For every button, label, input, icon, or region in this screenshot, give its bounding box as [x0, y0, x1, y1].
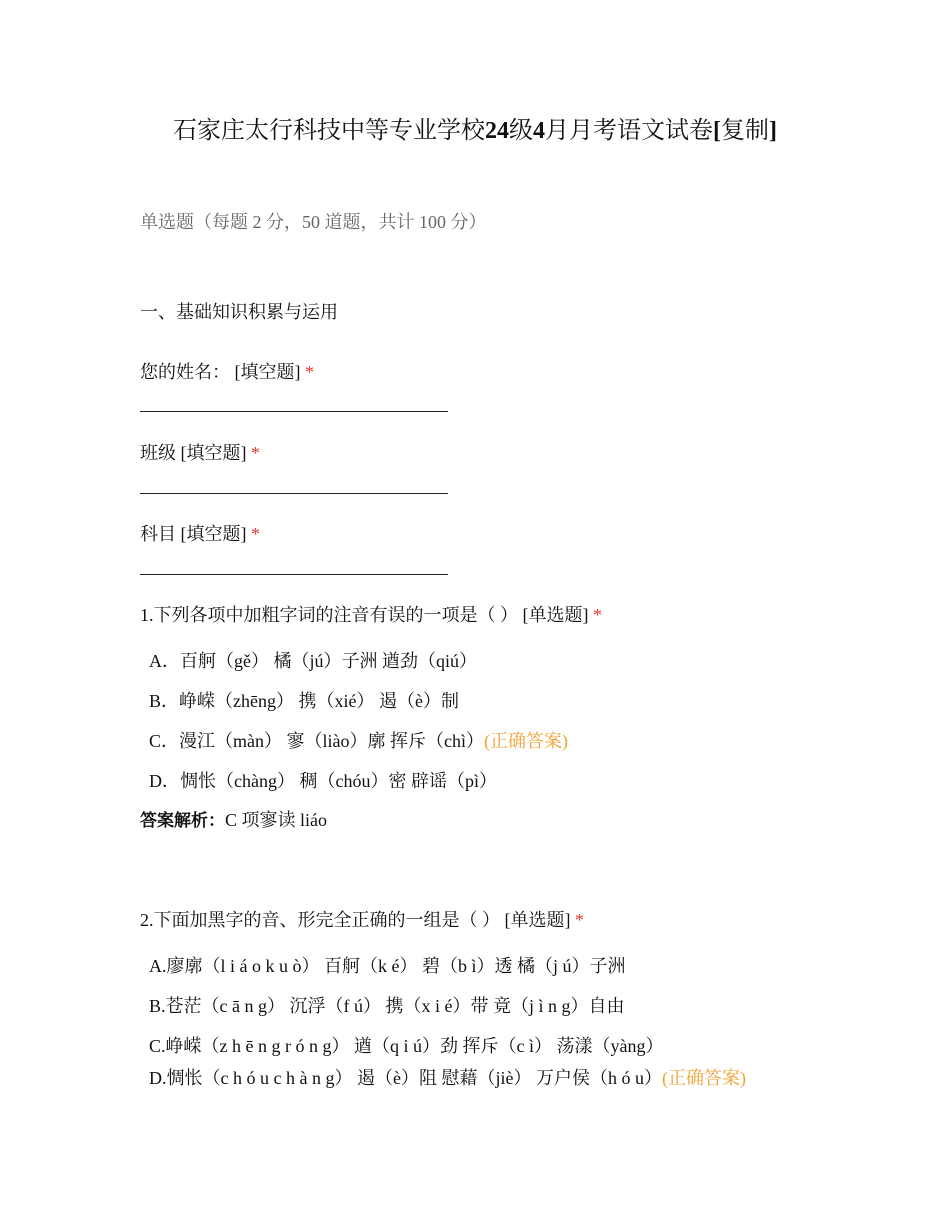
name-input-line[interactable] [140, 411, 448, 412]
analysis-label: 答案解析： [140, 811, 225, 831]
page-title [0, 110, 950, 145]
required-mark: * [251, 443, 260, 463]
section-type: 单选题（每题 2 分，50 道题，共计 100 分） [140, 212, 487, 232]
required-mark: * [575, 910, 584, 930]
class-field-label [140, 439, 260, 465]
title-grade-label: 级 [509, 118, 533, 144]
subject-input-line[interactable] [140, 574, 448, 575]
question-2-text: 2.下面加黑字的音、形完全正确的一组是（ ） [单选题] [140, 910, 571, 930]
q1-option-a[interactable]: A．百舸（gě） 橘（jú）子洲 遒劲（qiú） [149, 651, 477, 671]
q1-option-b[interactable]: B．峥嵘（zhēng） 携（xié） 遏（è）制 [149, 691, 459, 711]
q2-option-d[interactable]: D.惆怅（c h ó u c h à n g） 遏（è）阻 慰藉（jiè） 万户侯（h ó u）(正确答案) [149, 1068, 746, 1088]
question-2 [140, 906, 584, 932]
title-exam-name: 月月考语文试卷 [545, 118, 713, 144]
class-input-line[interactable] [140, 493, 448, 494]
required-mark: * [305, 362, 314, 382]
name-field-label [140, 358, 314, 384]
q2-option-b[interactable]: B.苍茫（c ā n g） 沉浮（f ú） 携（x i é）带 竟（j ì n g）自由 [149, 996, 625, 1016]
title-bracket-close: ] [769, 118, 777, 144]
q1-option-c[interactable]: C．漫江（màn） 寥（liào）廓 挥斥（chì）(正确答案) [149, 731, 568, 751]
q1-analysis [140, 806, 327, 832]
title-month-number: 4 [533, 118, 545, 144]
correct-answer-tag: (正确答案) [661, 1068, 746, 1088]
title-copy: 复制 [721, 118, 769, 144]
title-grade-number: 24 [485, 118, 509, 144]
question-1 [140, 601, 602, 627]
q1-option-d[interactable]: D．惆怅（chàng） 稠（chóu）密 辟谣（pì） [149, 771, 497, 791]
title-school: 石家庄太行科技中等专业学校 [173, 118, 485, 144]
subject-field-label [140, 520, 260, 546]
field-label-text: 科目 [填空题] [140, 524, 247, 544]
question-1-text: 1.下列各项中加粗字词的注音有误的一项是（ ） [单选题] [140, 605, 589, 625]
correct-answer-tag: (正确答案) [483, 731, 568, 751]
section-heading: 一、基础知识积累与运用 [140, 302, 338, 322]
required-mark: * [593, 605, 602, 625]
field-label-text: 您的姓名： [填空题] [140, 362, 301, 382]
title-bracket-open: [ [713, 118, 721, 144]
required-mark: * [251, 524, 260, 544]
q2-option-c[interactable]: C.峥嵘（z h ē n g r ó n g） 遒（q i ú）劲 挥斥（c ì） 荡漾（yàng） [149, 1036, 664, 1056]
q2-option-a[interactable]: A.廖廓（l i á o k u ò） 百舸（k é） 碧（b ì）透 橘（j ú）子洲 [149, 956, 626, 976]
analysis-text: C 项寥读 liáo [225, 810, 327, 830]
field-label-text: 班级 [填空题] [140, 443, 247, 463]
